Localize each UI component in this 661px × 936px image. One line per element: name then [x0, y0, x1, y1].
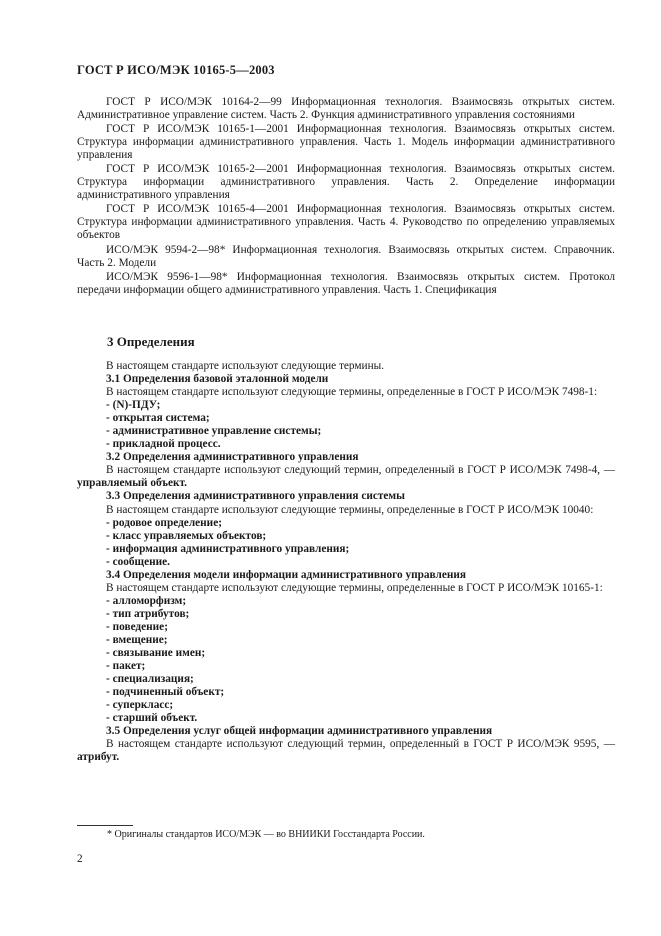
reference-item: ГОСТ Р ИСО/МЭК 10165-2—2001 Информационная технология. Взаимосвязь открытых систем. Структура информации административного управления. Часть 2. Определение информации административного управления — [77, 163, 615, 202]
subsection-title: 3.1 Определения базовой эталонной модели — [106, 373, 329, 386]
term-item: - поведение; — [106, 620, 168, 633]
subsection-title: 3.3 Определения административного управления системы — [106, 490, 405, 503]
term-item: - административное управление системы; — [106, 425, 322, 438]
term-item: - алломорфизм; — [106, 594, 187, 607]
subsection-text: В настоящем стандарте используют следующие термины, определенные в ГОСТ Р ИСО/МЭК 7498-1: — [106, 386, 598, 399]
reference-item: ГОСТ Р ИСО/МЭК 10164-2—99 Информационная технология. Взаимосвязь открытых систем. Административное управление систем. Часть 2. Функция административного управления состояниями — [77, 96, 615, 122]
section-intro: В настоящем стандарте используют следующие термины. — [106, 360, 385, 372]
section-title: 3 Определения — [107, 334, 195, 349]
term-item: - специализация; — [106, 673, 194, 686]
footnote-divider — [77, 825, 133, 826]
subsection-text — [77, 464, 615, 490]
subsection-title: 3.5 Определения услуг общей информации административного управления — [106, 725, 493, 738]
term-item: - суперкласс; — [106, 699, 174, 712]
reference-item: ГОСТ Р ИСО/МЭК 10165-1—2001 Информационная технология. Взаимосвязь открытых систем. Структура информации административного управления. Часть 1. Модель информации административного управления — [77, 123, 615, 162]
page-number: 2 — [77, 853, 83, 865]
term-item: - старший объект. — [106, 712, 198, 725]
term-item: - (N)-ПДУ; — [106, 399, 161, 412]
term-item: - информация административного управления; — [106, 542, 350, 555]
subsection-text-body: В настоящем стандарте используют следующий термин, определенный в ГОСТ Р ИСО/МЭК 7498-4, — — [106, 464, 615, 477]
term-item: - подчиненный объект; — [106, 686, 225, 699]
reference-item: ГОСТ Р ИСО/МЭК 10165-4—2001 Информационная технология. Взаимосвязь открытых систем. Структура информации административного управления. Часть 4. Руководство по определению управляемых объектов — [77, 203, 615, 242]
term-item: - класс управляемых объектов; — [106, 529, 267, 542]
subsection-text — [77, 738, 615, 764]
subsection-title: 3.2 Определения административного управления — [106, 451, 359, 464]
term-item: - открытая система; — [106, 412, 210, 425]
subsection-text: В настоящем стандарте используют следующие термины, определенные в ГОСТ Р ИСО/МЭК 10165-1: — [106, 581, 603, 594]
definitions-section — [77, 360, 615, 764]
term-item: - родовое определение; — [106, 516, 222, 529]
reference-item: ИСО/МЭК 9594-2—98* Информационная технология. Взаимосвязь открытых систем. Справочник. Часть 2. Модели — [77, 243, 615, 269]
footnote: * Оригиналы стандартов ИСО/МЭК — во ВНИИКИ Госстандарта России. — [107, 829, 425, 840]
reference-item: ИСО/МЭК 9596-1—98* Информационная технология. Взаимосвязь открытых систем. Протокол передачи информации общего административного управления. Часть 1. Спецификация — [77, 270, 615, 296]
term-item: - связывание имен; — [106, 647, 206, 660]
term-inline: управляемый объект. — [77, 477, 188, 490]
term-item: - пакет; — [106, 660, 146, 673]
term-item: - тип атрибутов; — [106, 607, 190, 620]
subsection-text: В настоящем стандарте используют следующие термины, определенные в ГОСТ Р ИСО/МЭК 10040: — [106, 503, 594, 516]
term-item: - сообщение. — [106, 555, 170, 568]
term-item: - вмещение; — [106, 633, 168, 646]
references-list — [77, 96, 615, 298]
document-header: ГОСТ Р ИСО/МЭК 10165-5—2003 — [77, 63, 275, 77]
term-item: - прикладной процесс. — [106, 438, 221, 451]
term-inline: атрибут. — [77, 751, 120, 764]
subsection-title: 3.4 Определения модели информации административного управления — [106, 568, 466, 581]
subsection-text-body: В настоящем стандарте используют следующий термин, определенный в ГОСТ Р ИСО/МЭК 9595, — — [106, 738, 615, 751]
